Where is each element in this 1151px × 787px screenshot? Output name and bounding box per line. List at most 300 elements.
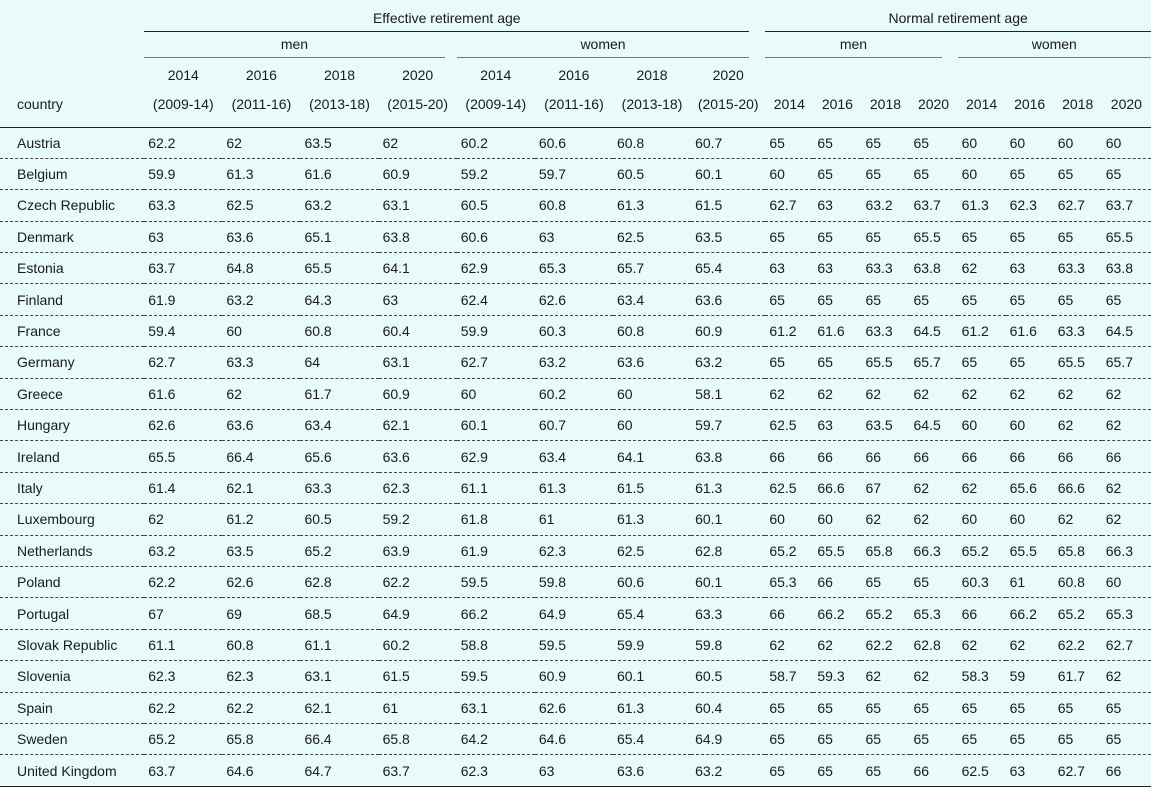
value-cell: 63.3 [691, 598, 765, 629]
value-cell: 60.5 [300, 504, 378, 535]
value-cell: 62 [1102, 410, 1151, 441]
value-cell: 65 [765, 692, 813, 723]
value-cell: 66.2 [813, 598, 861, 629]
value-cell: 62 [1054, 410, 1102, 441]
value-cell: 65.5 [861, 347, 909, 378]
value-cell: 63.8 [1102, 253, 1151, 284]
value-cell: 63.5 [691, 221, 765, 252]
value-cell: 61.2 [222, 504, 300, 535]
value-cell: 60.9 [379, 158, 457, 189]
value-cell: 65 [910, 723, 958, 754]
value-cell: 65 [958, 692, 1006, 723]
period-header: (2015-20) [697, 96, 759, 112]
value-cell: 66 [813, 441, 861, 472]
value-cell: 64.5 [1102, 315, 1151, 346]
value-cell: 60 [457, 378, 535, 409]
value-cell: 58.1 [691, 378, 765, 409]
group-label-normal: Normal retirement age [765, 2, 1151, 32]
value-cell: 64 [300, 347, 378, 378]
value-cell: 61.4 [144, 472, 222, 503]
value-cell: 60.2 [457, 127, 535, 158]
subheader-normal-men: men [765, 33, 957, 61]
value-cell: 61.5 [379, 661, 457, 692]
value-cell: 63.7 [1102, 190, 1151, 221]
value-cell: 60.7 [691, 127, 765, 158]
value-cell: 65 [813, 347, 861, 378]
value-cell: 64.1 [613, 441, 691, 472]
value-cell: 62.7 [1102, 629, 1151, 660]
value-cell: 65.7 [910, 347, 958, 378]
value-cell: 59.8 [691, 629, 765, 660]
value-cell: 65 [765, 221, 813, 252]
value-cell: 60 [1006, 504, 1054, 535]
value-cell: 61.5 [691, 190, 765, 221]
value-cell: 62.1 [222, 472, 300, 503]
table-row [0, 221, 1151, 252]
value-cell: 65.6 [300, 441, 378, 472]
value-cell: 63.1 [457, 692, 535, 723]
value-cell: 60.5 [691, 661, 765, 692]
value-cell: 65 [1102, 158, 1151, 189]
value-cell: 60.8 [1054, 566, 1102, 597]
value-cell: 60.8 [613, 127, 691, 158]
table-row [0, 127, 1151, 158]
value-cell: 63.3 [1054, 315, 1102, 346]
value-cell: 60.9 [691, 315, 765, 346]
value-cell: 65 [861, 566, 909, 597]
value-cell: 60.5 [457, 190, 535, 221]
value-cell: 61.3 [613, 692, 691, 723]
value-cell: 62 [1102, 504, 1151, 535]
year-header: 2018 [636, 67, 668, 83]
value-cell: 65.4 [691, 253, 765, 284]
value-cell: 65 [813, 284, 861, 315]
value-cell: 65.7 [613, 253, 691, 284]
value-cell: 60.1 [613, 661, 691, 692]
table-row [0, 504, 1151, 535]
value-cell: 60 [613, 378, 691, 409]
value-cell: 62 [958, 253, 1006, 284]
value-cell: 62 [861, 504, 909, 535]
value-cell: 63.2 [535, 347, 613, 378]
table-row [0, 723, 1151, 754]
value-cell: 62 [379, 127, 457, 158]
value-cell: 60.2 [535, 378, 613, 409]
value-cell: 65 [765, 127, 813, 158]
value-cell: 65.1 [300, 221, 378, 252]
value-cell: 60.3 [535, 315, 613, 346]
value-cell: 63 [765, 253, 813, 284]
value-cell: 63.1 [379, 190, 457, 221]
value-cell: 65 [861, 692, 909, 723]
value-cell: 66.2 [457, 598, 535, 629]
value-cell: 62.2 [144, 692, 222, 723]
value-cell: 62 [1102, 472, 1151, 503]
value-cell: 63.7 [379, 755, 457, 786]
value-cell: 61.1 [144, 629, 222, 660]
value-cell: 65 [1006, 347, 1054, 378]
value-cell: 66 [910, 441, 958, 472]
country-cell: Slovak Republic [0, 629, 144, 660]
value-cell: 65.3 [1102, 598, 1151, 629]
value-cell: 65.5 [1102, 221, 1151, 252]
header-blank [0, 0, 144, 33]
value-cell: 63 [144, 221, 222, 252]
table-row [0, 378, 1151, 409]
value-cell: 60 [958, 127, 1006, 158]
value-cell: 65 [813, 692, 861, 723]
value-cell: 62.2 [144, 566, 222, 597]
value-cell: 63 [813, 190, 861, 221]
value-cell: 60.6 [457, 221, 535, 252]
value-cell: 64.8 [222, 253, 300, 284]
value-cell: 63.5 [300, 127, 378, 158]
value-cell: 65.3 [910, 598, 958, 629]
group-header-effective [144, 0, 765, 33]
value-cell: 60 [958, 158, 1006, 189]
value-cell: 60 [1006, 410, 1054, 441]
value-cell: 59.5 [457, 566, 535, 597]
value-cell: 60.8 [535, 190, 613, 221]
value-cell: 63.3 [144, 190, 222, 221]
value-cell: 65.5 [910, 221, 958, 252]
value-cell: 65 [813, 158, 861, 189]
country-cell: United Kingdom [0, 755, 144, 786]
year-header: 2014 [167, 67, 199, 83]
period-header: (2009-14) [152, 96, 214, 112]
value-cell: 62 [958, 378, 1006, 409]
value-cell: 65 [765, 284, 813, 315]
value-cell: 59.2 [457, 158, 535, 189]
value-cell: 65 [910, 127, 958, 158]
table-row [0, 755, 1151, 786]
value-cell: 65.2 [958, 535, 1006, 566]
value-cell: 68.5 [300, 598, 378, 629]
value-cell: 60.6 [613, 566, 691, 597]
value-cell: 65 [861, 158, 909, 189]
value-cell: 64.6 [222, 755, 300, 786]
value-cell: 63.6 [222, 410, 300, 441]
table-row [0, 253, 1151, 284]
year-header: 2020 [402, 67, 434, 83]
value-cell: 65 [1054, 723, 1102, 754]
value-cell: 62.3 [144, 661, 222, 692]
value-cell: 61.3 [958, 190, 1006, 221]
value-cell: 65 [910, 158, 958, 189]
value-cell: 63.7 [144, 755, 222, 786]
table-row [0, 535, 1151, 566]
value-cell: 65.5 [1054, 347, 1102, 378]
year-header: 2018 [323, 67, 356, 83]
period-header: (2011-16) [544, 96, 604, 112]
subheader-normal-women: women [958, 33, 1151, 61]
value-cell: 64.9 [379, 598, 457, 629]
value-cell: 65 [861, 221, 909, 252]
value-cell: 66.3 [1102, 535, 1151, 566]
value-cell: 63 [813, 410, 861, 441]
value-cell: 65.2 [1054, 598, 1102, 629]
year-header: 2020 [1110, 96, 1142, 112]
value-cell: 65.5 [1006, 535, 1054, 566]
year-header: 2020 [712, 67, 744, 83]
value-cell: 62.6 [535, 692, 613, 723]
value-cell: 60.1 [691, 504, 765, 535]
value-cell: 63.7 [910, 190, 958, 221]
value-cell: 62.7 [1054, 755, 1102, 786]
country-cell: Netherlands [0, 535, 144, 566]
value-cell: 62.8 [300, 566, 378, 597]
value-cell: 59.2 [379, 504, 457, 535]
value-cell: 62.2 [144, 127, 222, 158]
value-cell: 66 [765, 441, 813, 472]
value-cell: 66 [765, 598, 813, 629]
value-cell: 64.7 [300, 755, 378, 786]
table-row [0, 472, 1151, 503]
table-row [0, 410, 1151, 441]
value-cell: 65 [1054, 221, 1102, 252]
value-cell: 66 [1102, 441, 1151, 472]
country-column-header: country [17, 96, 63, 112]
value-cell: 63.6 [691, 284, 765, 315]
value-cell: 59.9 [144, 158, 222, 189]
value-cell: 59.9 [457, 315, 535, 346]
value-cell: 66.6 [813, 472, 861, 503]
table-row [0, 315, 1151, 346]
value-cell: 65 [813, 723, 861, 754]
value-cell: 65.7 [1102, 347, 1151, 378]
value-cell: 62 [813, 378, 861, 409]
value-cell: 65.5 [813, 535, 861, 566]
value-cell: 63.3 [222, 347, 300, 378]
value-cell: 63.8 [379, 221, 457, 252]
country-cell: Denmark [0, 221, 144, 252]
value-cell: 61.9 [457, 535, 535, 566]
value-cell: 64.2 [457, 723, 535, 754]
table-row [0, 661, 1151, 692]
value-cell: 59.8 [535, 566, 613, 597]
value-cell: 62.6 [222, 566, 300, 597]
value-cell: 63 [535, 755, 613, 786]
value-cell: 62 [222, 378, 300, 409]
value-cell: 66.3 [910, 535, 958, 566]
value-cell: 63.9 [379, 535, 457, 566]
table-row [0, 441, 1151, 472]
year-header: 2020 [917, 96, 950, 112]
value-cell: 63.6 [379, 441, 457, 472]
value-cell: 62.2 [379, 566, 457, 597]
value-cell: 65 [910, 692, 958, 723]
year-header: 2014 [773, 96, 805, 112]
value-cell: 59 [1006, 661, 1054, 692]
value-cell: 60 [958, 410, 1006, 441]
value-cell: 62.2 [222, 692, 300, 723]
value-cell: 63.3 [861, 315, 909, 346]
value-cell: 61 [535, 504, 613, 535]
table-row [0, 347, 1151, 378]
value-cell: 59.9 [613, 629, 691, 660]
value-cell: 62 [1054, 378, 1102, 409]
value-cell: 65 [765, 755, 813, 786]
value-cell: 62 [910, 504, 958, 535]
value-cell: 58.8 [457, 629, 535, 660]
period-header: (2015-20) [387, 96, 448, 112]
value-cell: 62.3 [457, 755, 535, 786]
value-cell: 61 [379, 692, 457, 723]
value-cell: 59.7 [535, 158, 613, 189]
value-cell: 63.1 [379, 347, 457, 378]
value-cell: 62 [958, 629, 1006, 660]
value-cell: 62.7 [765, 190, 813, 221]
value-cell: 62.5 [613, 221, 691, 252]
value-cell: 61.3 [535, 472, 613, 503]
value-cell: 62 [861, 661, 909, 692]
value-cell: 60 [813, 504, 861, 535]
value-cell: 62.7 [457, 347, 535, 378]
value-cell: 61 [1006, 566, 1054, 597]
table-row [0, 629, 1151, 660]
value-cell: 62.5 [765, 410, 813, 441]
value-cell: 62.5 [765, 472, 813, 503]
value-cell: 66 [861, 441, 909, 472]
value-cell: 65.3 [535, 253, 613, 284]
value-cell: 65.5 [300, 253, 378, 284]
value-cell: 61.3 [222, 158, 300, 189]
value-cell: 65 [1102, 723, 1151, 754]
value-cell: 63.4 [535, 441, 613, 472]
value-cell: 65.2 [765, 535, 813, 566]
value-cell: 65 [1102, 284, 1151, 315]
value-cell: 60.5 [613, 158, 691, 189]
value-cell: 60.1 [457, 410, 535, 441]
value-cell: 61.6 [144, 378, 222, 409]
table-row [0, 566, 1151, 597]
value-cell: 60 [765, 504, 813, 535]
value-cell: 60 [1054, 127, 1102, 158]
value-cell: 61.3 [691, 472, 765, 503]
value-cell: 65.4 [613, 723, 691, 754]
value-cell: 67 [144, 598, 222, 629]
country-cell: Spain [0, 692, 144, 723]
country-cell: Austria [0, 127, 144, 158]
value-cell: 62.5 [222, 190, 300, 221]
value-cell: 62.5 [613, 535, 691, 566]
value-cell: 62 [144, 504, 222, 535]
value-cell: 65 [958, 221, 1006, 252]
value-cell: 65 [1102, 692, 1151, 723]
value-cell: 66 [958, 441, 1006, 472]
group-header-normal [765, 0, 1151, 33]
value-cell: 65.8 [861, 535, 909, 566]
value-cell: 61.9 [144, 284, 222, 315]
value-cell: 62 [1006, 378, 1054, 409]
country-cell: France [0, 315, 144, 346]
value-cell: 63.6 [613, 347, 691, 378]
value-cell: 64.9 [691, 723, 765, 754]
country-cell: Czech Republic [0, 190, 144, 221]
value-cell: 66.4 [300, 723, 378, 754]
value-cell: 62.1 [379, 410, 457, 441]
value-cell: 64.3 [300, 284, 378, 315]
value-cell: 62 [765, 629, 813, 660]
country-cell: Italy [0, 472, 144, 503]
value-cell: 60.3 [958, 566, 1006, 597]
year-header: 2016 [558, 67, 590, 83]
value-cell: 60.8 [613, 315, 691, 346]
value-cell: 60.1 [691, 158, 765, 189]
value-cell: 66.2 [1006, 598, 1054, 629]
country-cell: Slovenia [0, 661, 144, 692]
value-cell: 62.3 [535, 535, 613, 566]
value-cell: 62 [222, 127, 300, 158]
country-cell: Greece [0, 378, 144, 409]
value-cell: 61.2 [958, 315, 1006, 346]
period-header: (2013-18) [621, 96, 683, 112]
value-cell: 62 [1054, 504, 1102, 535]
value-cell: 65 [813, 221, 861, 252]
value-cell: 65 [1054, 158, 1102, 189]
value-cell: 62.1 [300, 692, 378, 723]
value-cell: 66 [1054, 441, 1102, 472]
value-cell: 60 [613, 410, 691, 441]
value-cell: 60.4 [691, 692, 765, 723]
value-cell: 62.9 [457, 253, 535, 284]
value-cell: 65 [958, 284, 1006, 315]
value-cell: 64.5 [910, 315, 958, 346]
value-cell: 61.2 [765, 315, 813, 346]
value-cell: 62.8 [691, 535, 765, 566]
year-header-row [0, 61, 1151, 89]
period-header-row [0, 89, 1151, 119]
value-cell: 65 [861, 284, 909, 315]
country-cell: Belgium [0, 158, 144, 189]
period-header: (2011-16) [231, 96, 292, 112]
country-cell: Sweden [0, 723, 144, 754]
value-cell: 62.3 [379, 472, 457, 503]
value-cell: 63.2 [691, 755, 765, 786]
value-cell: 59.7 [691, 410, 765, 441]
value-cell: 60 [765, 158, 813, 189]
value-cell: 63 [813, 253, 861, 284]
country-cell: Luxembourg [0, 504, 144, 535]
value-cell: 65 [813, 127, 861, 158]
value-cell: 61.6 [300, 158, 378, 189]
year-header: 2016 [1014, 96, 1046, 112]
value-cell: 60 [1102, 127, 1151, 158]
value-cell: 61.3 [613, 504, 691, 535]
value-cell: 62.6 [144, 410, 222, 441]
value-cell: 65.8 [222, 723, 300, 754]
value-cell: 65 [813, 755, 861, 786]
value-cell: 63.3 [1054, 253, 1102, 284]
value-cell: 62.2 [861, 629, 909, 660]
year-header: 2018 [1062, 96, 1094, 112]
country-cell: Estonia [0, 253, 144, 284]
value-cell: 62 [910, 472, 958, 503]
value-cell: 62.4 [457, 284, 535, 315]
year-header: 2016 [821, 96, 853, 112]
value-cell: 63.3 [861, 253, 909, 284]
value-cell: 62.7 [1054, 190, 1102, 221]
value-cell: 63.7 [144, 253, 222, 284]
value-cell: 61.3 [613, 190, 691, 221]
value-cell: 66 [958, 598, 1006, 629]
value-cell: 66 [1102, 755, 1151, 786]
value-cell: 64.1 [379, 253, 457, 284]
value-cell: 62 [813, 629, 861, 660]
value-cell: 65 [1006, 723, 1054, 754]
value-cell: 62.3 [1006, 190, 1054, 221]
country-cell: Finland [0, 284, 144, 315]
